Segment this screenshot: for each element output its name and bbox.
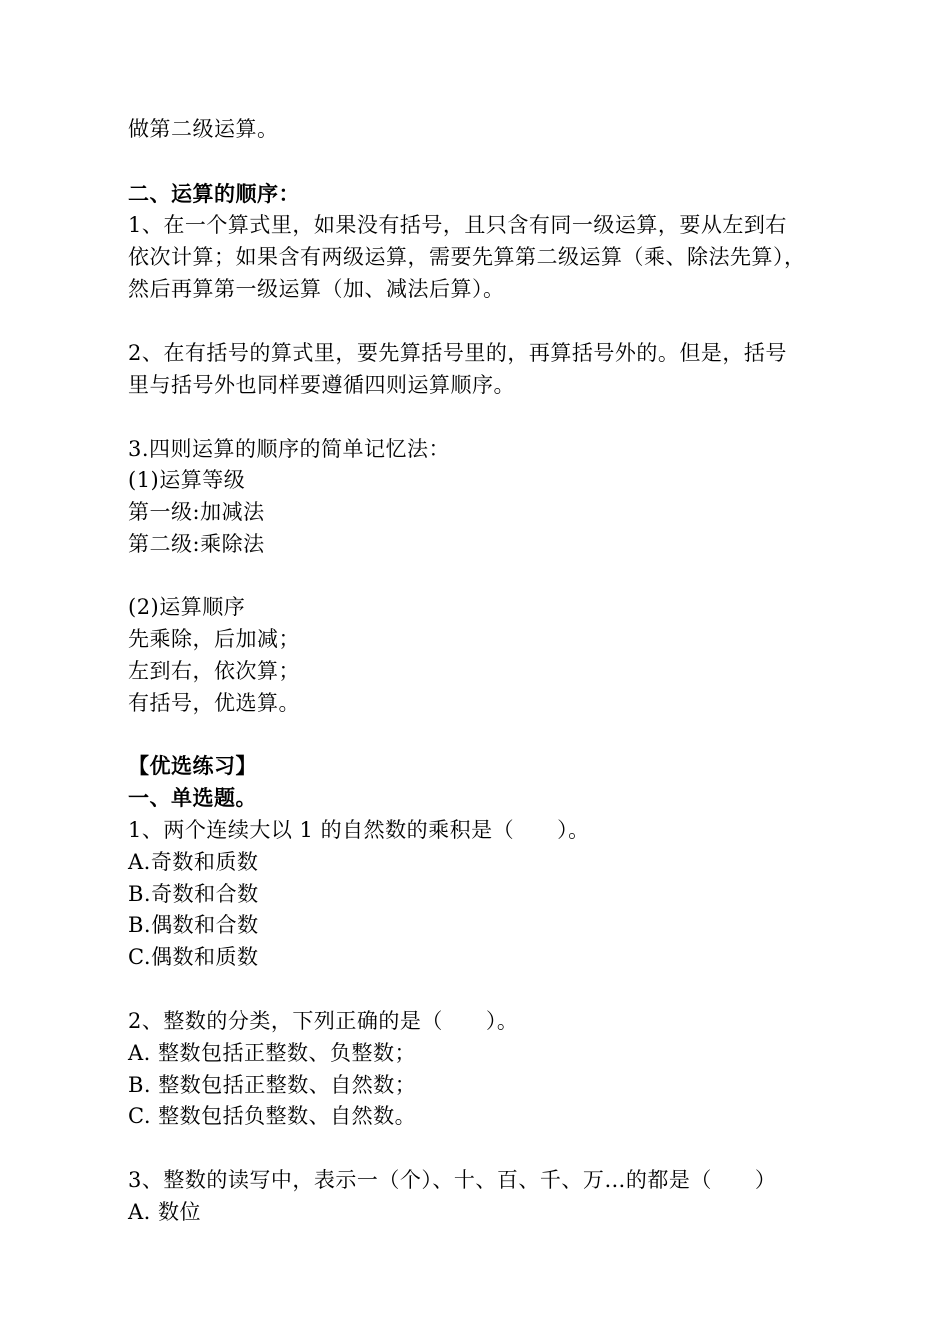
question-1-option: B.偶数和合数 [128, 913, 259, 937]
question-3-option: A. 数位 [128, 1200, 202, 1224]
order-title: (2)运算顺序 [128, 595, 246, 619]
rule3-title: 3.四则运算的顺序的简单记忆法： [128, 437, 451, 461]
order3-text: 有括号，优选算。 [128, 691, 300, 715]
question-1-stem: 1、两个连续大以 1 的自然数的乘积是（ ）。 [128, 818, 590, 842]
order1-text: 先乘除，后加减； [128, 627, 300, 651]
question-2-option: A. 整数包括正整数、负整数； [128, 1041, 417, 1065]
rule1-line1: 1、在一个算式里，如果没有括号，且只含有同一级运算，要从左到右 [128, 213, 787, 237]
order2-text: 左到右，依次算； [128, 659, 300, 683]
question-2-option: B. 整数包括正整数、自然数； [128, 1073, 417, 1097]
question-3-stem: 3、整数的读写中，表示一（个）、十、百、千、万…的都是（ ） [128, 1168, 777, 1192]
question-1-option: B.奇数和合数 [128, 882, 259, 906]
question-1-option: C.偶数和质数 [128, 945, 259, 969]
question-1-option: A.奇数和质数 [128, 850, 259, 874]
level2-text: 第二级:乘除法 [128, 532, 265, 556]
rule1-line2: 依次计算；如果含有两级运算，需要先算第二级运算（乘、除法先算）， [128, 245, 806, 269]
levels-title: (1)运算等级 [128, 468, 246, 492]
rule2-line2: 里与括号外也同样要遵循四则运算顺序。 [128, 373, 515, 397]
rule2-line1: 2、在有括号的算式里，要先算括号里的，再算括号外的。但是，括号 [128, 341, 787, 365]
section-heading-order: 二、运算的顺序： [128, 182, 300, 206]
rule1-line3: 然后再算第一级运算（加、减法后算）。 [128, 277, 505, 301]
question-2-option: C. 整数包括负整数、自然数。 [128, 1104, 417, 1128]
paragraph-continuation: 做第二级运算。 [128, 117, 279, 141]
practice-section-title: 一、单选题。 [128, 786, 257, 810]
question-2-stem: 2、整数的分类，下列正确的是（ ）。 [128, 1009, 519, 1033]
practice-heading: 【优选练习】 [128, 754, 257, 778]
level1-text: 第一级:加减法 [128, 500, 265, 524]
